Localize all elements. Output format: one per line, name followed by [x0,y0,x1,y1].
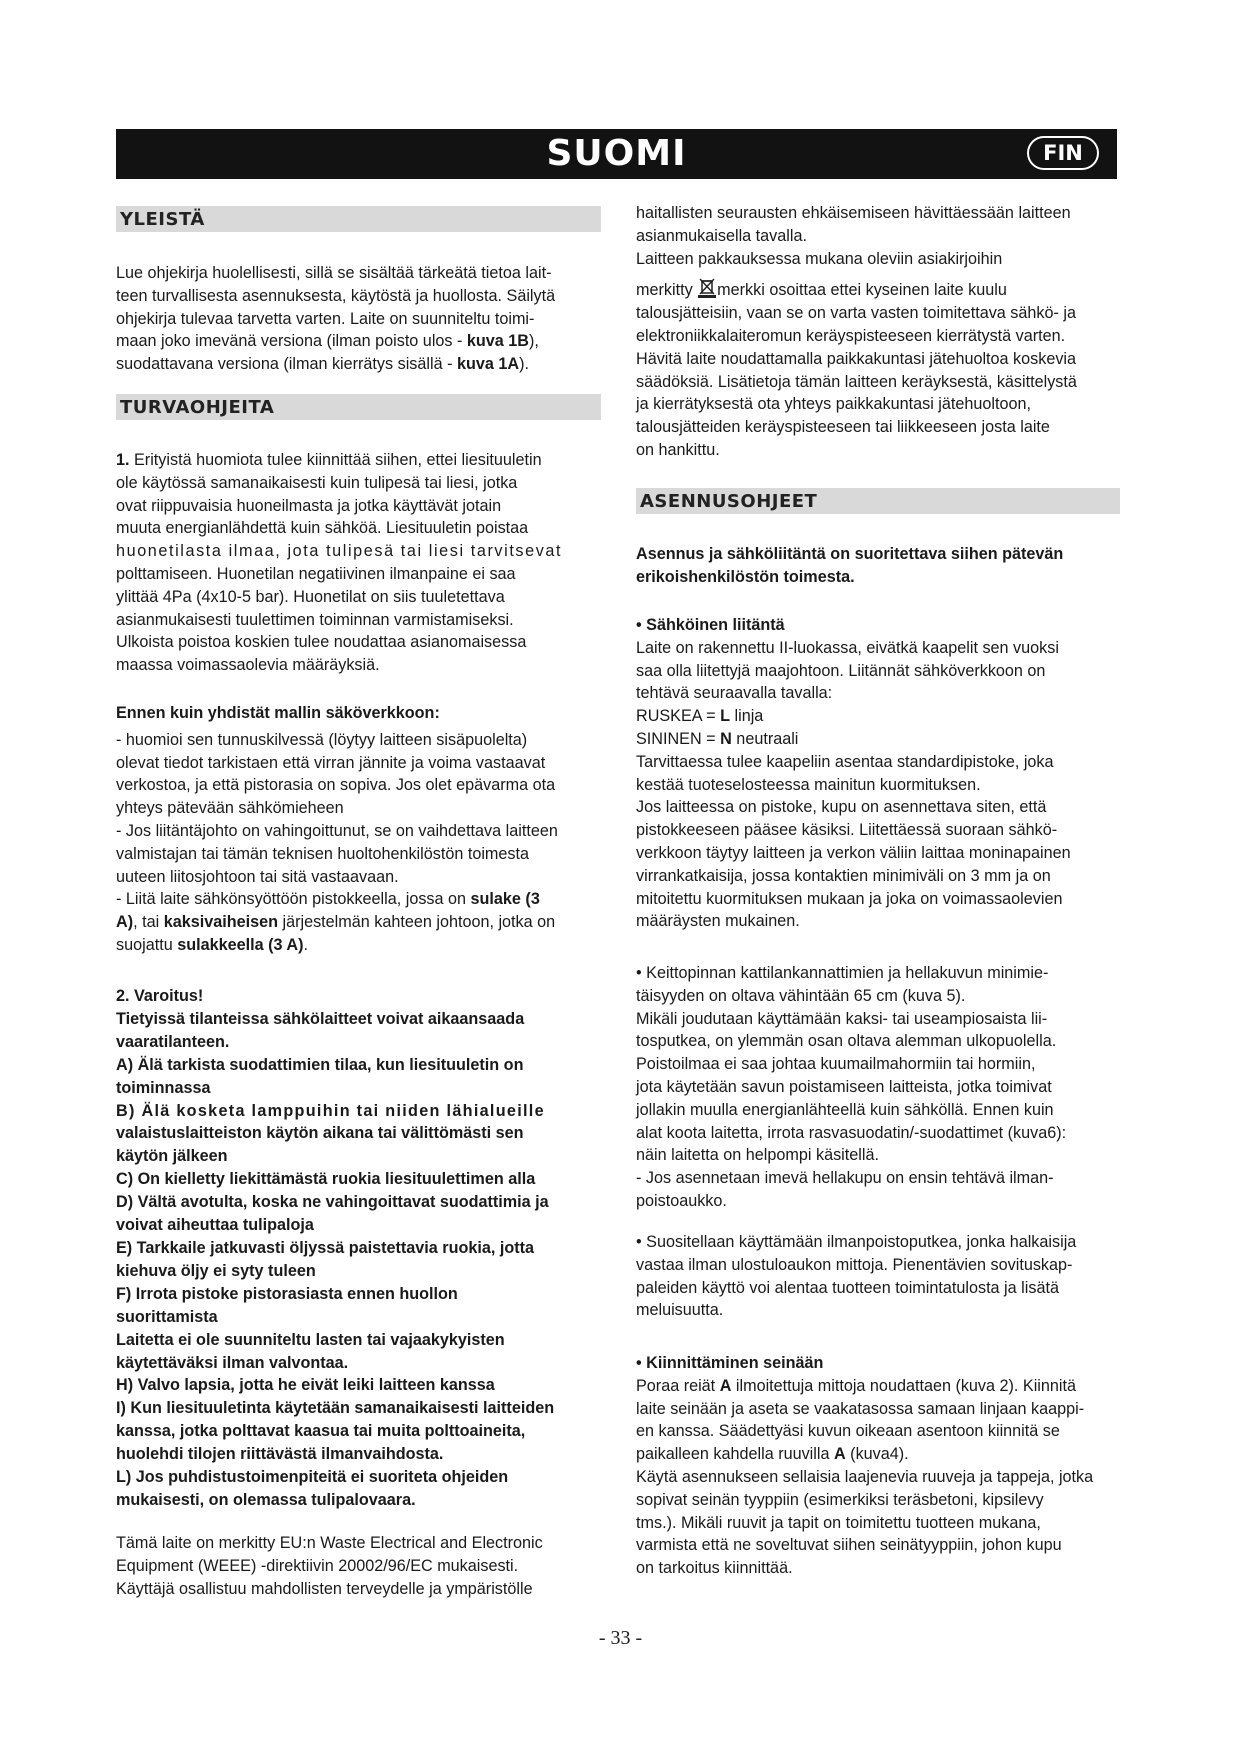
wall-mounting-heading: • Kiinnittäminen seinään [636,1354,824,1372]
section-heading-asennusohjeet: ASENNUSOHJEET [636,488,1120,514]
section-heading-yleista: YLEISTÄ [116,206,601,232]
language-banner [116,129,1117,179]
electrical-connection: • Sähköinen liitäntä Laite on rakennettu II-luokassa, eivätkä kaapelit sen vuoksi saa olla liitettyjä maajohtoon. Liitännät sähköverkkoon on tehtävä seuraavalla tavalla: RUSKEA = L linja SININEN = N neutraali Tarvittaessa tulee kaapeliin asentaa standardipistoke, joka kestää tuoteselosteessa mainitun kuormituksen. Jos laitteessa on pistoke, kupu on asennettava siten, että pistokkeeseen pääsee käsiksi. Liitettäessä suoraan sähkö- verkkoon täytyy laitteen ja verkon väliin laittaa moninapainen virrankatkaisija, jossa kontaktien minimiväli on 3 mm ja on mitoitettu kuormituksen mukaan ja joka on voimassaolevien määräysten mukainen. [636,616,1071,931]
language-badge: FIN [1027,136,1099,170]
exhaust-pipe-paragraph: • Suositellaan käyttämään ilmanpoistoputkea, jonka halkaisija vastaa ilman ulostuloaukon mittoja. Pienentävien sovituskap- paleiden käyttö voi alentaa tuotteen toimintatulosta ja lisätä meluisuutta. [636,1233,1077,1320]
connection-instructions: Ennen kuin yhdistät mallin säköverkkoon: - huomioi sen tunnuskilvessä (löytyy laitteen sisäpuolelta) olevat tiedot tarkistaen että virran jännite ja voima vastaavat verkostoa, ja että pistorasia on sopiva. Jos olet epävarma ota yhteys pätevään sähkömieheen - Jos liitäntäjohto on vahingoittunut, se on vaihdettava laitteen valmistajan tai tämän teknisen huoltohenkilöstön toimesta uuteen liitosjohtoon tai sitä vastaavaan. - Liitä laite sähkönsyöttöön pistokkeella, jossa on sulake (3 A), tai kaksivaiheisen järjestelmän kahteen johtoon, jotka on suojattu sulakkeella (3 A). [116,704,558,954]
warning-list: 2. Varoitus! Tietyissä tilanteissa sähkölaitteet voivat aikaansaada vaaratilanteen. A) Älä tarkista suodattimien tilaa, kun liesituuletin on toiminnassa B) Älä kosketa lamppuihin tai niiden lähialueille valaistuslaitteiston käytön aikana tai välittömästi sen käytön jälkeen C) On kielletty liekittämästä ruokia liesituulettimen alla D) Vältä avotulta, koska ne vahingoittavat suodattimia ja voivat aiheuttaa tulipaloja E) Tarkkaile jatkuvasti öljyssä paistettavia ruokia, jotta kiehuva öljy ei syty tuleen F) Irrota pistoke pistorasiasta ennen huollon suorittamista Laitetta ei ole suunniteltu lasten tai vajaakykyisten käytettäväksi ilman valvontaa. H) Valvo lapsia, jotta he eivät leiki laitteen kanssa I) Kun liesituuletinta käytetään samanaikaisesti laitteiden kanssa, jotka polttavat kaasua tai muita polttoaineita, huolehdi tilojen riittävästä ilmanvaihdosta. L) Jos puhdistustoimenpiteitä ei suoriteta ohjeiden mukaisesti, on olemassa tulipalovaara. [116,987,555,1509]
general-paragraph: Lue ohjekirja huolellisesti, sillä se sisältää tärkeätä tietoa lait- teen turvallisesta asennuksesta, käytöstä ja huollosta. Säilytä ohjekirja tulevaa tarvetta varten. Laite on suunniteltu toimi- maan joko imevänä versiona (ilman poisto ulos - kuva 1B), suodattavana versiona (ilman kierrätys sisällä - kuva 1A). [116,264,556,374]
page-number: - 33 - [598,1627,643,1649]
safety-paragraph-1: 1. Erityistä huomiota tulee kiinnittää siihen, ettei liesituuletin ole käytössä samanaikaisesti kuin tulipesä tai liesi, jotka ovat riippuvaisia huoneilmasta ja jotka käyttävät jotain muuta energianlähdettä kuin sähköä. Liesituuletin poistaa huonetilasta ilmaa, jota tulipesä tai liesi tarvitsevat polttamiseen. Huonetilan negatiivinen ilmanpaine ei saa ylittää 4Pa (4x10-5 bar). Huonetilat on siis tuuletettava asianmukaisesti tuulettimen toiminnan varmistamiseksi. Ulkoista poistoa koskien tulee noudattaa asianomaisessa maassa voimassaolevia määräyksiä. [116,451,563,675]
connection-heading: Ennen kuin yhdistät mallin säköverkkoon: [116,704,440,722]
wall-mounting-paragraph: • Kiinnittäminen seinään Poraa reiät A ilmoitettuja mittoja noudattaen (kuva 2). Kiinnitä laite seinään ja aseta se vaakatasossa samaan linjaan kaappi- en kanssa. Säädettyäsi kuvun oikeaan asentoon kiinnitä se paikalleen kahdella ruuvilla A (kuva4). Käytä asennukseen sellaisia laajenevia ruuveja ja tappeja, jotka sopivat seinän tyyppiin (esimerkiksi teräsbetoni, kipsilevy tms.). Mikäli ruuvit ja tapit on toimitettu tuotteen mukana, varmista että ne soveltuvat siihen seinätyyppiin, johon kupu on tarkoitus kiinnittää. [636,1354,1094,1578]
installation-intro: Asennus ja sähköliitäntä on suoritettava siihen pätevän erikoishenkilöstön toimesta. [636,545,1064,586]
section-heading-turvaohjeita: TURVAOHJEITA [116,394,601,420]
cooktop-distance-paragraph: • Keittopinnan kattilankannattimien ja hellakuvun minimie- täisyyden on oltava vähintään 65 cm (kuva 5). Mikäli joudutaan käyttämään kaksi- tai useampiosaista lii- tosputkea, on ylemmän osan oltava alemman ulkopuolella. Poistoilmaa ei saa johtaa kuumailmahormiin tai hormiin, jota käytetään savun poistamiseen laitteista, jotka toimivat jollakin muulla energianlähteellä kuin sähköllä. Ennen kuin alat koota laitetta, irrota rasvasuodatin/-suodattimet (kuva6): näin laitetta on helpompi käsitellä. - Jos asennetaan imevä hellakupu on ensin tehtävä ilman- poistoaukko. [636,964,1067,1210]
weee-continuation: haitallisten seurausten ehkäisemiseen hävittäessään laitteen asianmukaisella tavalla. Laitteen pakkauksessa mukana oleviin asiakirjoihin merkitty merkki osoittaa ettei kyseinen laite kuulu talousjätteisiin, vaan se on varta vasten toimitettava sähkö- ja elektroniikkalaiteromun keräyspisteeseen kierrätystä varten. Hävitä laite noudattamalla paikkakuntasi jätehuoltoa koskevia säädöksiä. Lisätietoja tämän laitteen keräyksestä, käsittelystä ja kierrätyksestä ota yhteys paikkakuntasi jätehuoltoon, talousjätteiden keräyspisteeseen tai liikkeeseen josta laite on hankittu. [636,204,1077,459]
electrical-heading: • Sähköinen liitäntä [636,616,785,634]
weee-paragraph: Tämä laite on merkitty EU:n Waste Electrical and Electronic Equipment (WEEE) -direktiivin 20002/96/EC mukaisesti. Käyttäjä osallistuu mahdollisten terveydelle ja ympäristölle [116,1534,543,1598]
page-title: SUOMI [546,133,687,174]
crossed-bin-icon [698,278,716,298]
